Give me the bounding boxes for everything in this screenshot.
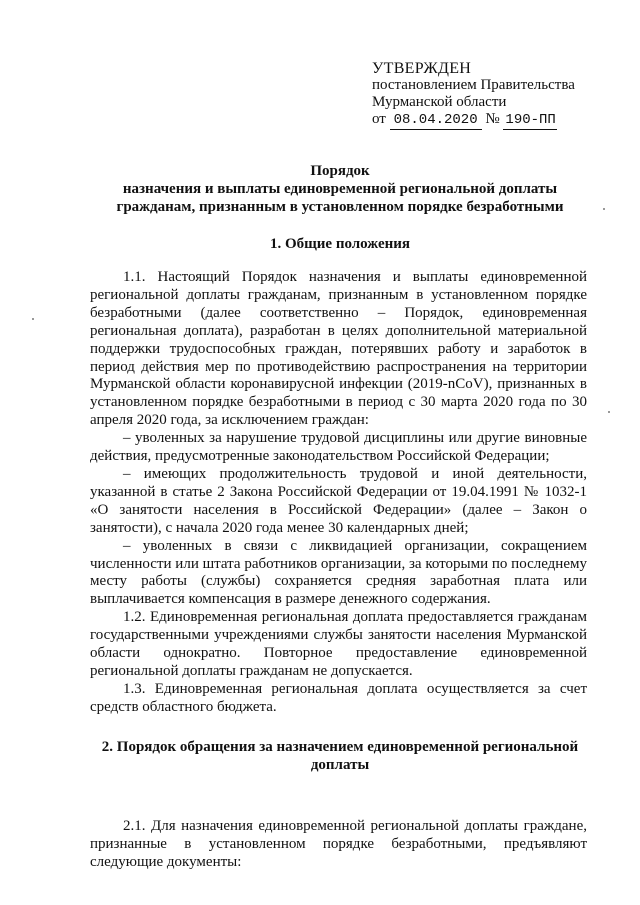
section-1-body	[90, 269, 587, 717]
exclusion-item-2: – имеющих продолжительность трудовой и иной деятельности, указанной в статье 2 Закона Российской Федерации от 19.04.1991 № 1032-1 «О занятости населения в Российской Федерации» (далее – Закон о занятости), с начала 2020 года менее 30 календарных дней;	[90, 465, 587, 536]
exclusion-item-1: – уволенных за нарушение трудовой дисциплины или другие виновные действия, предусмотренные законодательством Российской Федерации;	[90, 430, 587, 465]
approval-line-1: постановлением Правительства	[372, 77, 575, 93]
approval-date: 08.04.2020	[390, 112, 482, 130]
approval-number: 190-ПП	[505, 112, 556, 128]
approval-heading: УТВЕРЖДЕН	[372, 60, 472, 77]
scan-speck	[32, 318, 34, 320]
section-2-body	[90, 818, 587, 872]
section-2-heading	[80, 738, 600, 774]
exclusion-item-3: – уволенных в связи с ликвидацией организации, сокращением численности или штата работников организации, за которыми по последнему месту работы (службы) сохраняется средняя заработная плата или выплачивается компенсация в размере денежного содержания.	[90, 537, 587, 608]
approval-date-row	[372, 111, 612, 130]
scan-speck	[608, 411, 610, 413]
document-title-line-3: гражданам, признанным в установленном порядке безработными	[116, 199, 564, 215]
approval-date-prefix: от	[372, 111, 386, 127]
approval-stamp	[372, 60, 612, 130]
approval-line-2: Мурманской области	[372, 94, 507, 110]
approval-number-sign: №	[485, 111, 500, 127]
paragraph-1-3: 1.3. Единовременная региональная доплата осуществляется за счет средств областного бюджета.	[90, 680, 587, 715]
section-1-heading: 1. Общие положения	[269, 236, 411, 252]
paragraph-1-2: 1.2. Единовременная региональная доплата предоставляется гражданам государственными учреждениями службы занятости населения Мурманской области однократно. Повторное предоставление единовременной региональной доплаты гражданам не допускается.	[90, 609, 587, 679]
document-title-line-1: Порядок	[310, 163, 370, 179]
document-title-line-2: назначения и выплаты единовременной региональной доплаты	[122, 181, 558, 197]
paragraph-1-1: 1.1. Настоящий Порядок назначения и выплаты единовременной региональной доплаты гражданам, признанным в установленном порядке безработными (далее соответственно – Порядок, единовременная региональная доплата), разработан в целях дополнительной материальной поддержки трудоспособных граждан, потерявших работу и заработок в период действия мер по противодействию распространения на территории Мурманской области коронавирусной инфекции (2019-nCoV), признанных в установленном порядке безработными в период с 30 марта 2020 года по 30 апреля 2020 года, за исключением граждан:	[90, 269, 587, 429]
scan-speck	[603, 208, 605, 210]
paragraph-2-1: 2.1. Для назначения единовременной региональной доплаты граждане, признанные в установленном порядке безработными, предъявляют следующие документы:	[90, 818, 587, 870]
section-2-heading-line-2: доплаты	[310, 757, 370, 773]
section-2-heading-line-1: 2. Порядок обращения за назначением единовременной региональной	[101, 739, 579, 755]
